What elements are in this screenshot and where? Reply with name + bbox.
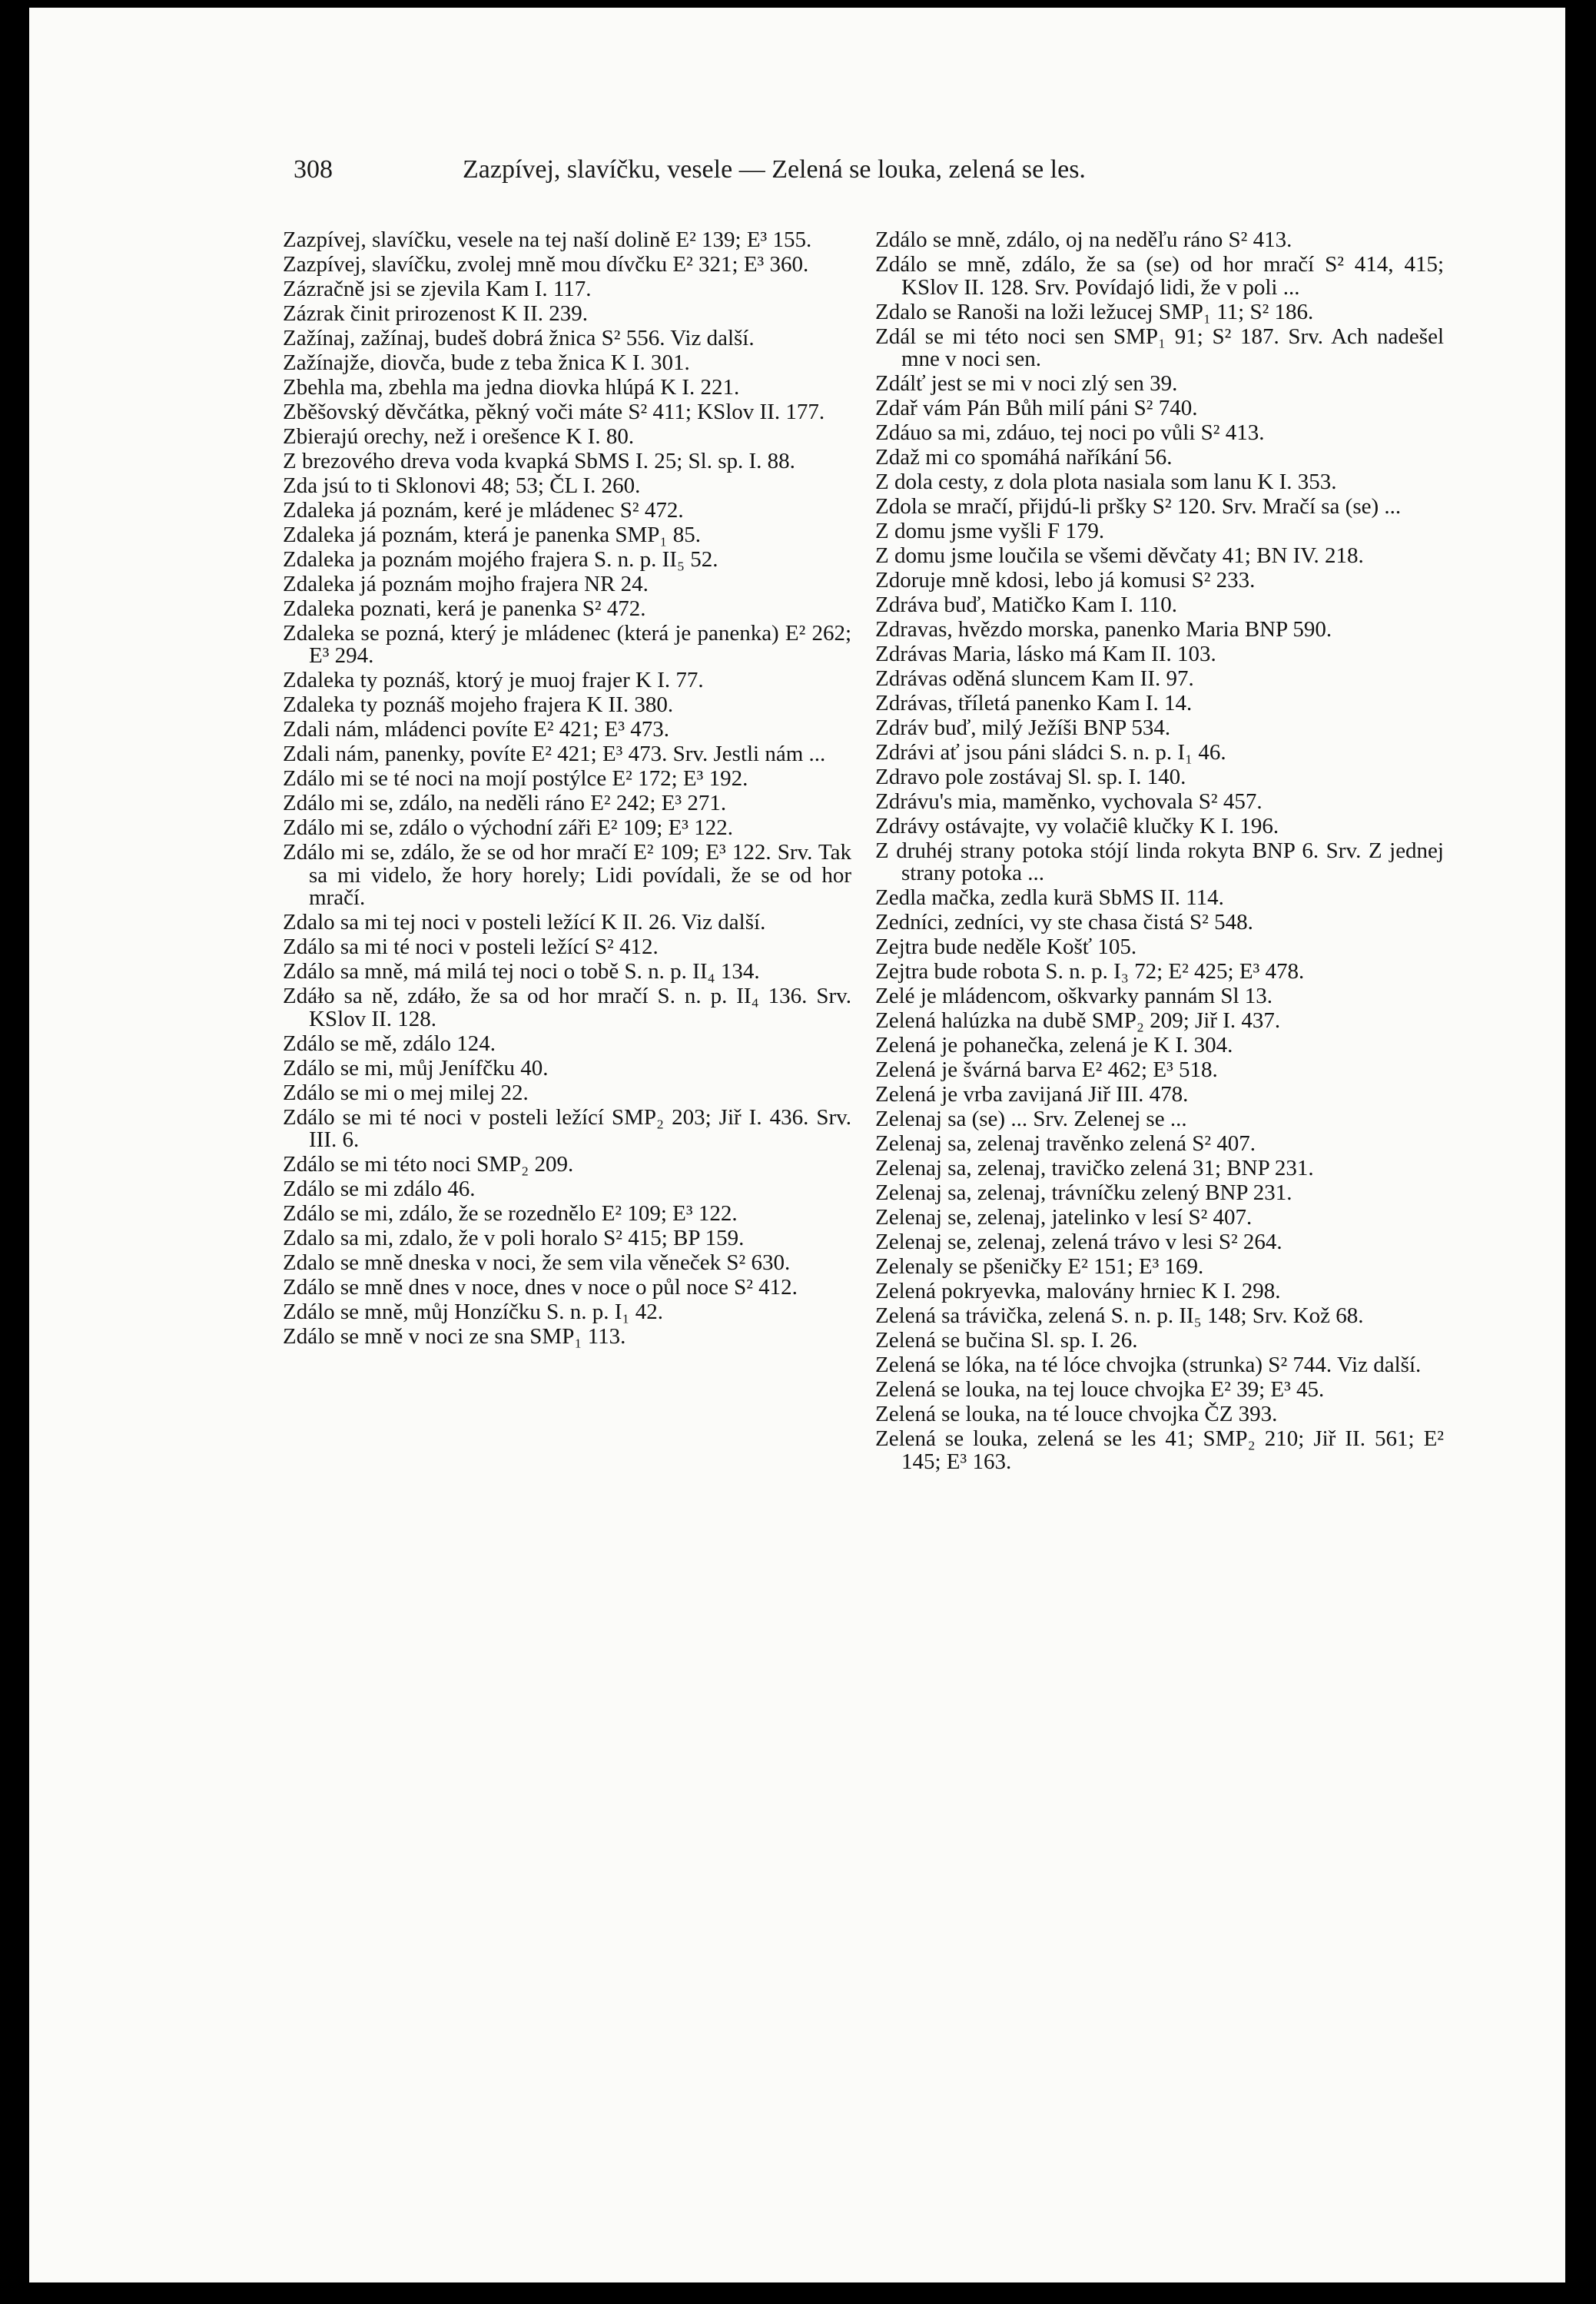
- index-entry: Zázrak činit prirozenost K II. 239.: [283, 300, 588, 326]
- index-entry: Zdalo se mně dneska v noci, že sem vila věneček S² 630.: [283, 1250, 791, 1276]
- index-entry: Zběšovský děvčátka, pěkný voči máte S² 411; KSlov II. 177.: [283, 399, 825, 424]
- index-entry: Zedla mačka, zedla kurä SbMS II. 114.: [875, 885, 1224, 911]
- index-entry: Zdálo se mně, zdálo, oj na neděľu ráno S² 413.: [875, 227, 1292, 252]
- index-entry: Zelená halúzka na dubě SMP₂ 209; Jiř I. 437.: [875, 1008, 1281, 1034]
- index-entry: Zdálo se mi té noci v posteli ležící SMP₂ 203; Jiř I. 436. Srv. III. 6.: [283, 1104, 851, 1153]
- index-entry: Zdrávas oděná sluncem Kam II. 97.: [875, 666, 1194, 691]
- index-entry: Z dola cesty, z dola plota nasiala som lanu K I. 353.: [875, 470, 1337, 495]
- index-entry: Zdaž mi co spomáhá naříkání 56.: [875, 445, 1173, 470]
- index-entry: Zdálo se mi zdálo 46.: [283, 1177, 476, 1202]
- running-head: [294, 155, 1446, 189]
- index-entry: Zelená se louka, zelená se les 41; SMP₂ 210; Jiř II. 561; E² 145; E³ 163.: [875, 1426, 1444, 1474]
- index-column-left: [283, 229, 851, 1350]
- index-entry: Zdrávi ať jsou páni sládci S. n. p. I₁ 46.: [875, 739, 1226, 765]
- index-entry: Zelená se louka, na té louce chvojka ČZ 393.: [875, 1402, 1278, 1427]
- index-entry: Zdravas, hvězdo morska, panenko Maria BNP 590.: [875, 616, 1332, 642]
- index-entry: Zdálo mi se, zdálo, že se od hor mračí E² 109; E³ 122. Srv. Tak sa mi videlo, že hory horely; Lidi povídali, že se od hor mračí.: [283, 840, 851, 911]
- index-entry: Zdál se mi této noci sen SMP₁ 91; S² 187. Srv. Ach nadešel mne v noci sen.: [875, 324, 1444, 372]
- index-entry: Zdálo se mně dnes v noce, dnes v noce o půl noce S² 412.: [283, 1275, 798, 1300]
- index-entry: Zdráva buď, Matičko Kam I. 110.: [875, 592, 1177, 617]
- index-entry: Zelená se lóka, na té lóce chvojka (strunka) S² 744. Viz další.: [875, 1353, 1422, 1378]
- index-column-right: [875, 229, 1444, 1476]
- index-entry: Zbehla ma, zbehla ma jedna diovka hlúpá K I. 221.: [283, 374, 740, 400]
- index-entry: Zelená se bučina Sl. sp. I. 26.: [875, 1328, 1138, 1353]
- index-entry: Zelenaj sa, zelenaj travěnko zelená S² 407.: [875, 1131, 1256, 1157]
- index-entry: Zdalo sa mi, zdalo, že v poli horalo S² 415; BP 159.: [283, 1226, 745, 1251]
- index-entry: Zelenaj se, zelenaj, zelená trávo v lesi S² 264.: [875, 1230, 1282, 1255]
- index-entry: Zažínaj, zažínaj, budeš dobrá žnica S² 556. Viz další.: [283, 325, 755, 350]
- index-entry: Zdrávas, tříletá panenko Kam I. 14.: [875, 690, 1193, 715]
- index-entry: Zdálo se mi, zdálo, že se rozednělo E² 109; E³ 122.: [283, 1201, 738, 1227]
- index-entry: Zelená pokryevka, malovány hrniec K I. 298.: [875, 1279, 1281, 1304]
- index-entry: Zdráv buď, milý Ježíši BNP 534.: [875, 715, 1171, 740]
- index-entry: Zdaleka ja poznám mojého frajera S. n. p. II₅ 52.: [283, 546, 718, 572]
- index-entry: Zdař vám Pán Bůh milí páni S² 740.: [875, 396, 1198, 421]
- index-entry: Zdáuo sa mi, zdáuo, tej noci po vůli S² 413.: [875, 420, 1265, 446]
- index-entry: Zdrávy ostávajte, vy volačiê klučky K I. 196.: [875, 813, 1279, 838]
- index-entry: Zelená se louka, na tej louce chvojka E² 39; E³ 45.: [875, 1377, 1325, 1403]
- index-entry: Zdaleka ty poznáš mojeho frajera K II. 380.: [283, 692, 674, 718]
- index-entry: Zdálo sa mně, má milá tej noci o tobě S. n. p. II₄ 134.: [283, 959, 760, 984]
- index-entry: Zejtra bude neděle Košť 105.: [875, 935, 1137, 960]
- index-entry: Zelenaj sa (se) ... Srv. Zelenej se ...: [875, 1107, 1187, 1132]
- index-entry: Zdálo mi se, zdálo, na neděli ráno E² 242; E³ 271.: [283, 791, 727, 816]
- index-entry: Zelenaj se, zelenaj, jatelinko v lesí S² 407.: [875, 1205, 1253, 1230]
- index-entry: Zdálo se mně, můj Honzíčku S. n. p. I₁ 42.: [283, 1300, 663, 1325]
- index-entry: Zdálo sa mi té noci v posteli ležící S² 412.: [283, 935, 659, 960]
- index-entry: Z brezového dreva voda kvapká SbMS I. 25; Sl. sp. I. 88.: [283, 448, 795, 473]
- index-entry: Zdálo mi se, zdálo o východní záři E² 109; E³ 122.: [283, 815, 733, 841]
- index-entry: Zdrávu's mia, maměnko, vychovala S² 457.: [875, 788, 1263, 814]
- index-entry: Zdálo se mi, můj Jenífčku 40.: [283, 1055, 549, 1081]
- index-entry: Zelenaly se pšeničky E² 151; E³ 169.: [875, 1254, 1204, 1280]
- page-number: 308: [294, 155, 333, 184]
- index-entry: Zdálo se mně v noci ze sna SMP₁ 113.: [283, 1324, 626, 1350]
- index-entry: Zelená sa trávička, zelená S. n. p. II₅ 148; Srv. Kož 68.: [875, 1303, 1364, 1329]
- index-entry: Zdrávas Maria, lásko má Kam II. 103.: [875, 641, 1216, 666]
- index-entry: Zelená je pohanečka, zelená je K I. 304.: [875, 1033, 1233, 1058]
- index-entry: Zdaleka ty poznáš, ktorý je muoj frajer K I. 77.: [283, 668, 704, 693]
- index-entry: Zbierajú orechy, než i orešence K I. 80.: [283, 423, 635, 449]
- index-entry: Z domu jsme vyšli F 179.: [875, 519, 1105, 544]
- index-entry: Zdálť jest se mi v noci zlý sen 39.: [875, 371, 1178, 397]
- index-entry: Zdalo se Ranoši na loži ležucej SMP₁ 11; S² 186.: [875, 299, 1314, 324]
- index-entry: Zdola se mračí, přijdú-li pršky S² 120. Srv. Mračí sa (se) ...: [875, 494, 1402, 520]
- index-entry: Zelená je vrba zavijaná Jiř III. 478.: [875, 1082, 1189, 1107]
- index-entry: Zazpívej, slavíčku, vesele na tej naší dolině E² 139; E³ 155.: [283, 227, 812, 252]
- index-entry: Zelenaj sa, zelenaj, travičko zelená 31; BNP 231.: [875, 1156, 1314, 1181]
- index-entry: Zažínajže, diovča, bude z teba žnica K I. 301.: [283, 350, 690, 375]
- index-entry: Zelé je mládencom, oškvarky pannám Sl 13.: [875, 984, 1273, 1009]
- index-entry: Zdálo se mě, zdálo 124.: [283, 1031, 496, 1056]
- index-entry: Zdaleka já poznám mojho frajera NR 24.: [283, 571, 649, 596]
- running-title: Zazpívej, slavíčku, vesele — Zelená se louka, zelená se les.: [463, 155, 1086, 184]
- index-entry: Zdravo pole zostávaj Sl. sp. I. 140.: [875, 764, 1186, 789]
- index-entry: Z druhéj strany potoka stójí linda rokyta BNP 6. Srv. Z jednej strany potoka ...: [875, 838, 1444, 886]
- index-entry: Zda jsú to ti Sklonovi 48; 53; ČL I. 260.: [283, 473, 641, 498]
- index-entry: Zdali nám, panenky, povíte E² 421; E³ 473. Srv. Jestli nám ...: [283, 742, 826, 767]
- index-entry: Zdálo se mi této noci SMP₂ 209.: [283, 1152, 574, 1177]
- index-entry: Zedníci, zedníci, vy ste chasa čistá S² 548.: [875, 910, 1253, 935]
- book-page: [29, 8, 1565, 2282]
- index-entry: Zdáło sa ně, zdáło, že sa od hor mračí S. n. p. II₄ 136. Srv. KSlov II. 128.: [283, 984, 851, 1031]
- index-entry: Zazpívej, slavíčku, zvolej mně mou dívčku E² 321; E³ 360.: [283, 251, 809, 277]
- index-entry: Zelená je švárná barva E² 462; E³ 518.: [875, 1057, 1218, 1083]
- index-entry: Zdaleka poznati, kerá je panenka S² 472.: [283, 596, 646, 621]
- index-entry: Zdaleka se pozná, který je mládenec (která je panenka) E² 262; E³ 294.: [283, 620, 851, 669]
- index-entry: Zdalo sa mi tej noci v posteli ležící K II. 26. Viz další.: [283, 910, 766, 935]
- index-entry: Zdálo mi se té noci na mojí postýlce E² 172; E³ 192.: [283, 766, 748, 792]
- index-entry: Zdaleka já poznám, která je panenka SMP₁ 85.: [283, 522, 702, 547]
- index-entry: Zdoruje mně kdosi, lebo já komusi S² 233.: [875, 568, 1256, 593]
- index-entry: Zelenaj sa, zelenaj, trávníčku zelený BNP 231.: [875, 1180, 1292, 1206]
- index-entry: Zázračně jsi se zjevila Kam I. 117.: [283, 276, 592, 301]
- index-entry: Zdali nám, mládenci povíte E² 421; E³ 473.: [283, 717, 670, 742]
- index-entry: Z domu jsme loučila se všemi děvčaty 41; BN IV. 218.: [875, 543, 1364, 569]
- index-entry: Zdaleka já poznám, keré je mládenec S² 472.: [283, 497, 684, 523]
- index-entry: Zdálo se mně, zdálo, že sa (se) od hor mračí S² 414, 415; KSlov II. 128. Srv. Povídajó lidi, že v poli ...: [875, 251, 1444, 300]
- index-entry: Zdálo se mi o mej milej 22.: [283, 1080, 529, 1105]
- index-entry: Zejtra bude robota S. n. p. I₃ 72; E² 425; E³ 478.: [875, 959, 1305, 984]
